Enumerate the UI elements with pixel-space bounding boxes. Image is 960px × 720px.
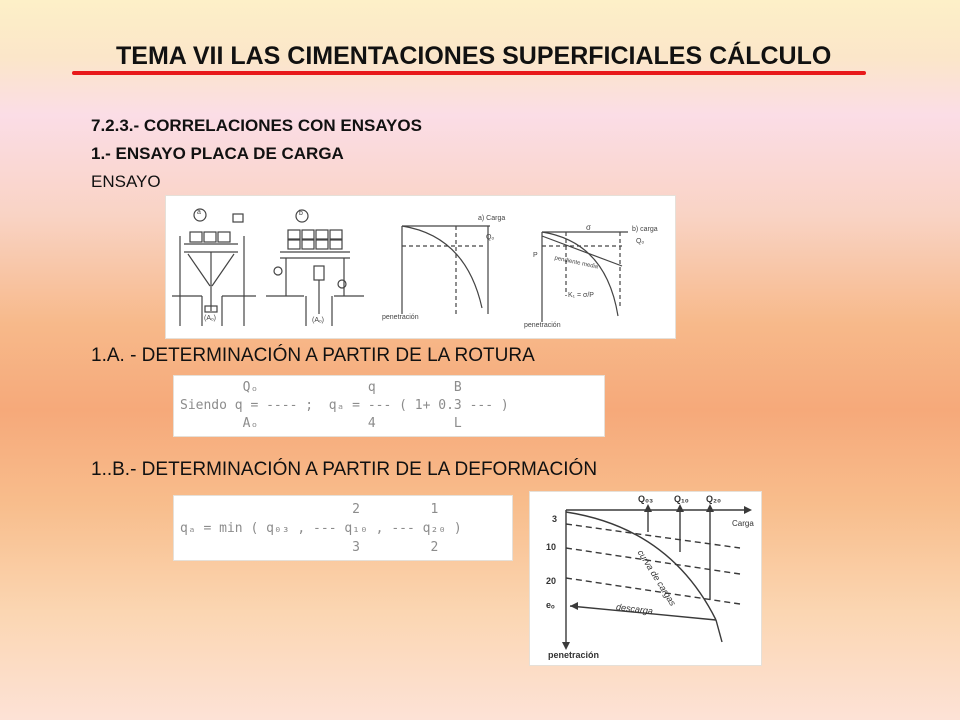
chart1-q-label: Qₒ xyxy=(486,234,495,241)
curve-carga-label: Carga xyxy=(732,519,754,528)
chart2-q-label: Qₒ xyxy=(636,238,645,245)
load-test-figure xyxy=(165,195,676,339)
formula-rotura-box xyxy=(173,375,605,437)
chart1-axis-label: penetración xyxy=(382,314,419,321)
heading-rotura: 1.A. - DETERMINACIÓN A PARTIR DE LA ROTURA xyxy=(91,345,535,366)
chart2-sigma-label: σ xyxy=(586,223,591,232)
formula-deformacion-top: 2 1 xyxy=(180,502,439,517)
load-test-drawing xyxy=(166,196,675,338)
chart2-p-label: P xyxy=(533,252,538,259)
chart2-k-label: K₁ = σ/P xyxy=(568,292,594,299)
formula-deformacion-main: qₐ = min ( q₀₃ , --- q₁₀ , --- q₂₀ ) xyxy=(180,521,462,536)
apparatus-b-area: (Aₒ) xyxy=(312,317,324,324)
subsection-heading: 1.- ENSAYO PLACA DE CARGA xyxy=(91,144,344,163)
chart2-title: b) carga xyxy=(632,226,658,233)
chart2-axis-label: penetración xyxy=(524,322,561,329)
ensayo-label: ENSAYO xyxy=(91,172,161,191)
formula-rotura-top: Qₒ q B xyxy=(180,380,462,395)
curve-q10-label: Q₁₀ xyxy=(674,494,689,504)
title-underline xyxy=(72,71,866,75)
curve-y3-label: 3 xyxy=(552,514,558,524)
curve-eo-label: eₒ xyxy=(546,600,555,610)
formula-rotura-main: Siendo q = ---- ; qₐ = --- ( 1+ 0.3 --- ) xyxy=(180,398,509,413)
load-curve-drawing xyxy=(530,492,761,665)
formula-rotura-bottom: Aₒ 4 L xyxy=(180,416,462,431)
formula-deformacion-box xyxy=(173,495,513,561)
curve-carga-curve-label: curva de cargas xyxy=(635,548,678,608)
chart2-slope-label: pendiente media xyxy=(553,255,599,271)
formula-deformacion-bottom: 3 2 xyxy=(180,540,439,555)
heading-deformacion: 1..B.- DETERMINACIÓN A PARTIR DE LA DEFORMACIÓN xyxy=(91,459,598,480)
slide-title: TEMA VII LAS CIMENTACIONES SUPERFICIALES CÁLCULO xyxy=(116,42,832,70)
curve-q20-label: Q₂₀ xyxy=(706,494,722,504)
curve-y20-label: 20 xyxy=(546,576,557,586)
apparatus-a-label: a xyxy=(197,209,201,216)
curve-q03-label: Q₀₃ xyxy=(638,494,654,504)
curve-y10-label: 10 xyxy=(546,542,557,552)
apparatus-a-area: (Aₒ) xyxy=(204,315,216,322)
load-curve-figure xyxy=(529,491,762,666)
section-heading: 7.2.3.- CORRELACIONES CON ENSAYOS xyxy=(91,116,422,135)
curve-descarga-label: descarga xyxy=(615,601,654,617)
chart1-title: a) Carga xyxy=(478,215,506,222)
curve-axis-label: penetración xyxy=(548,650,600,660)
apparatus-b-label: b xyxy=(299,210,303,217)
